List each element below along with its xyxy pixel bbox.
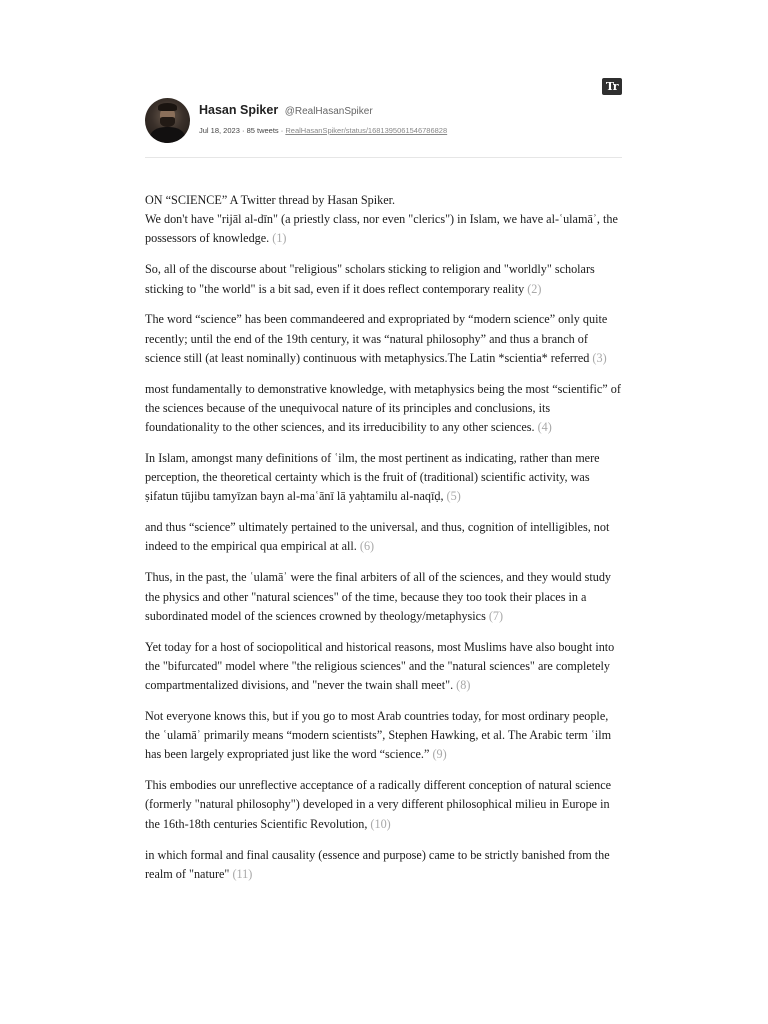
tweet xyxy=(145,518,623,556)
tweet-text: in which formal and final causality (essence and purpose) came to be strictly banished from the realm of "nature" xyxy=(145,847,610,881)
tweet xyxy=(145,310,623,368)
tweet-number: (4) xyxy=(537,420,552,435)
tweet xyxy=(145,191,623,249)
tweet xyxy=(145,260,623,298)
tweet-text: In Islam, amongst many definitions of ʿilm, the most pertinent as indicating, rather than mere perception, the theoretical certainty which is the fruit of (traditional) scientific activity, was ṣifatun tūjibu tamyīzan bayn al-maʿānī lā yaḥtamilu al-naqīḍ, xyxy=(145,450,600,504)
tweet xyxy=(145,776,623,834)
author-handle[interactable]: @RealHasanSpiker xyxy=(284,106,373,117)
tweet-number: (10) xyxy=(370,816,391,831)
author-name-line xyxy=(199,103,373,117)
meta-separator: · xyxy=(280,126,284,135)
tweet-text: Thus, in the past, the ʿulamāʾ were the final arbiters of all of the sciences, and they would study the physics and other "natural sciences" of the time, because they too took their places in a subordinated model of the sciences crowned by theology/metaphysics xyxy=(145,570,612,623)
tweet xyxy=(145,707,623,765)
tweet-number: (11) xyxy=(232,866,253,881)
tweet-text: The word “science” has been commandeered and expropriated by “modern science” only quite recently; until the end of the 19th century, it was “natural philosophy” and thus a branch of science still (at least nominally) continuous with metaphysics.The Latin *scientia* referred xyxy=(145,312,608,365)
avatar-beard xyxy=(160,117,175,127)
tweet-number: (8) xyxy=(456,678,471,693)
thread xyxy=(145,191,623,896)
tweet-number: (6) xyxy=(359,539,375,554)
author-name[interactable]: Hasan Spiker xyxy=(199,103,279,117)
tweet-number: (2) xyxy=(527,281,542,296)
post-date: Jul 18, 2023 xyxy=(199,126,240,135)
avatar[interactable] xyxy=(145,98,190,143)
tweet-number: (7) xyxy=(488,608,504,623)
tweet-text: most fundamentally to demonstrative knowledge, with metaphysics being the most “scientific” of the sciences because of the unequivocal nature of its principles and conclusions, its foundationality to the other sciences, and its irreducibility to any other sciences. xyxy=(145,381,621,435)
tweet-number: (5) xyxy=(446,489,461,504)
tweet-count: 85 tweets xyxy=(246,126,279,135)
tweet xyxy=(145,449,623,507)
tweet-text: Not everyone knows this, but if you go to most Arab countries today, for most ordinary people, the ʿulamāʾ primarily means “modern scientists”, Stephen Hawking, et al. The Arabic term ʿilm has been largely expropriated just like the word “science.” xyxy=(145,708,612,762)
tweet-text: This embodies our unreflective acceptance of a radically different conception of natural science (formerly "natural philosophy") developed in a very different philosophical milieu in Europe in the 16th-18th centuries Scientific Revolution, xyxy=(145,778,612,831)
tweet-text: Yet today for a host of sociopolitical and historical reasons, most Muslims have also bought into the "bifurcated" model where "the religious sciences" and the "natural sciences" are completely compartmentalized divisions, and "never the twain shall meet". xyxy=(145,639,615,693)
tweet-number: (1) xyxy=(272,231,287,246)
tweet-text-line: ON “SCIENCE” A Twitter thread by Hasan Spiker. xyxy=(145,193,396,207)
status-link[interactable]: RealHasanSpiker/status/1681395061546786828 xyxy=(285,126,448,135)
tweet-text-line: We don't have "rijāl al-dīn" (a priestly class, nor even "clerics") in Islam, we have al-ʿulamāʾ, the possessors of knowledge. xyxy=(145,212,618,246)
tweet-number: (3) xyxy=(592,350,607,365)
tweet xyxy=(145,568,623,626)
text-size-button[interactable]: Tr xyxy=(602,78,622,95)
meta-separator: · xyxy=(241,126,245,135)
tweet-number: (9) xyxy=(432,747,447,762)
avatar-hair xyxy=(158,103,177,111)
tweet xyxy=(145,380,623,438)
avatar-body xyxy=(150,127,185,143)
tweet xyxy=(145,846,623,884)
tweet-text: and thus “science” ultimately pertained to the universal, and thus, cognition of intelligibles, not indeed to the empirical qua empirical at all. xyxy=(145,520,610,554)
author-header xyxy=(145,98,622,146)
divider xyxy=(145,157,622,158)
tweet xyxy=(145,638,623,696)
tweet-text: So, all of the discourse about "religious" scholars sticking to religion and "worldly" scholars sticking to "the world" is a bit sad, even if it does reflect contemporary reality xyxy=(145,262,595,296)
author-meta xyxy=(199,126,447,135)
